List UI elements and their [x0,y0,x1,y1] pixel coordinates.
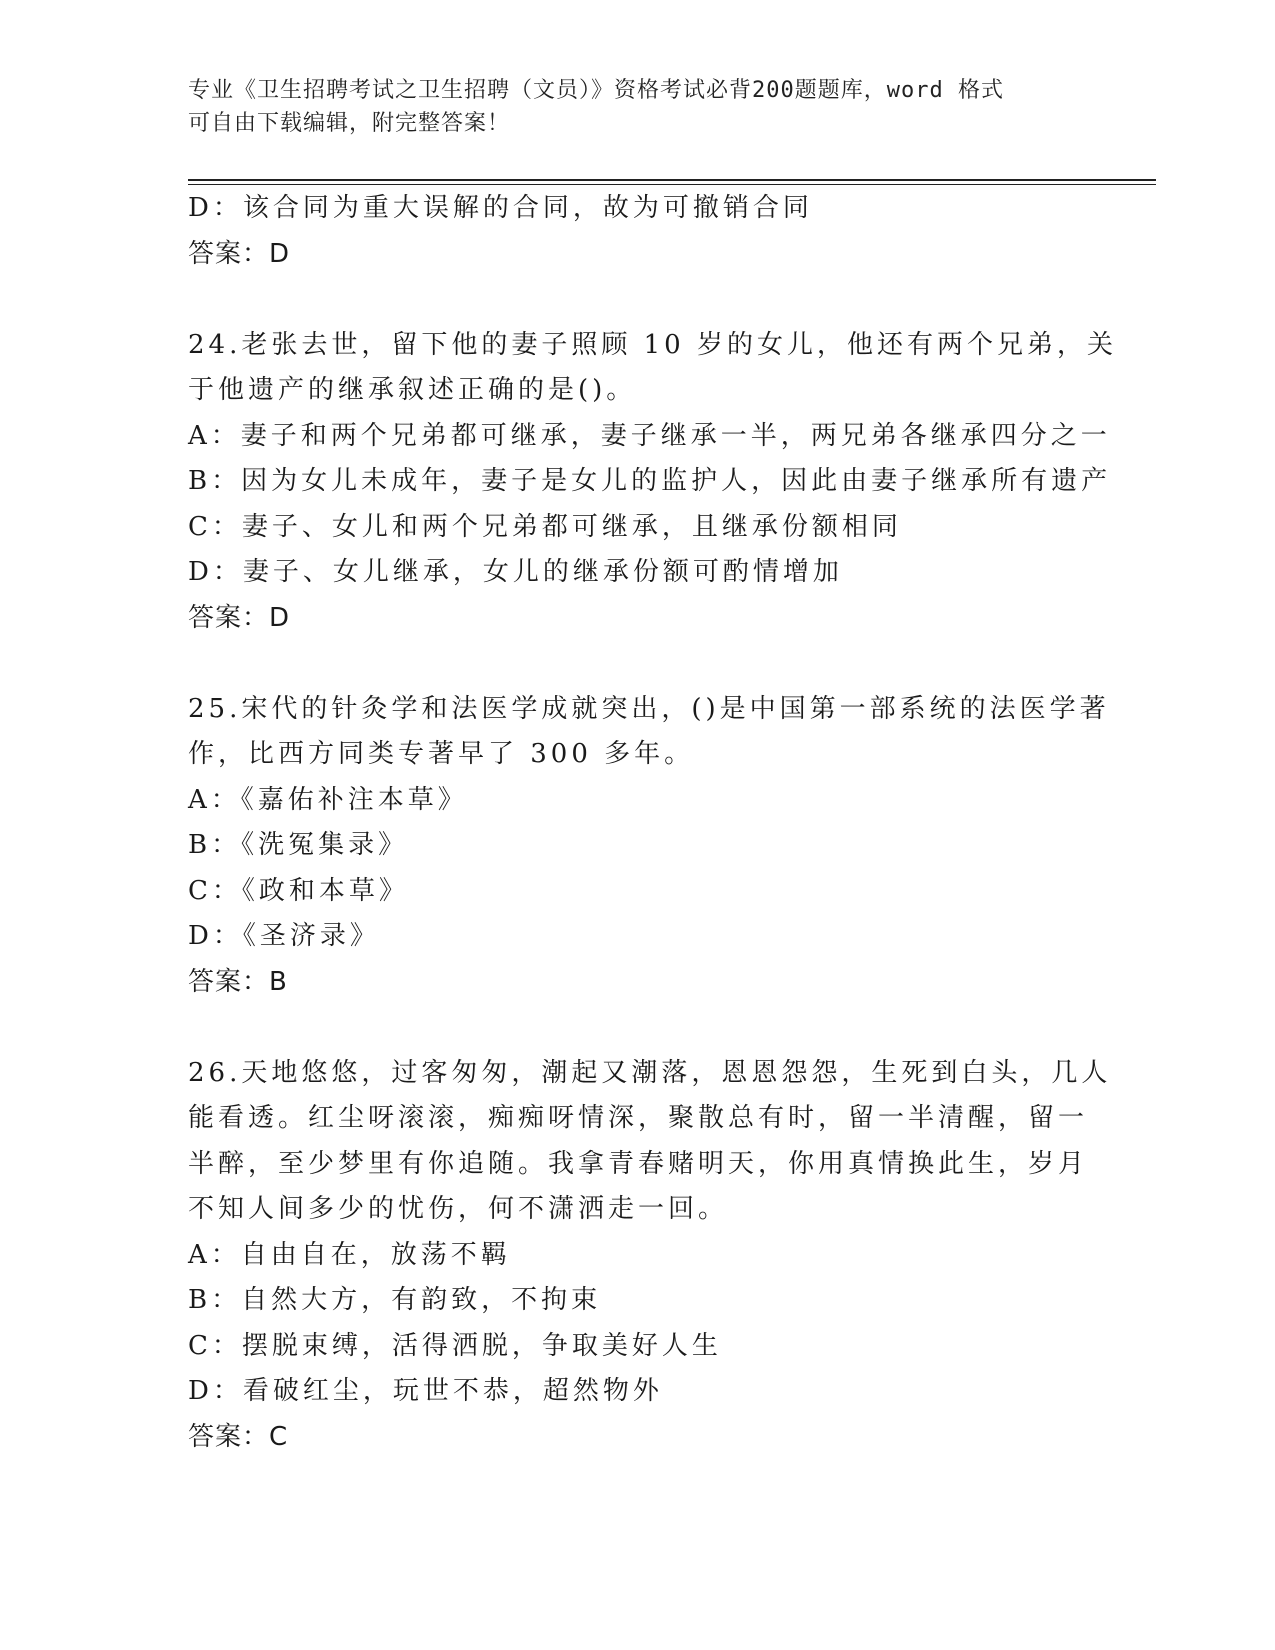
page-header [188,74,1088,140]
question-stem: 不知人间多少的忧伤，何不潇洒走一回。 [188,1194,729,1224]
question-stem: 24.老张去世，留下他的妻子照顾 10 岁的女儿，他还有两个兄弟，关 [188,329,1117,360]
answer-line: 答案：D [188,238,291,269]
spacer [188,1005,1088,1051]
option-a: A：《嘉佑补注本草》 [188,784,468,815]
option-d: D：妻子、女儿继承，女儿的继承份额可酌情增加 [188,557,843,587]
option-a: A：妻子和两个兄弟都可继承，妻子继承一半，两兄弟各继承四分之一 [188,420,1111,451]
spacer [188,641,1088,687]
option-b: B：因为女儿未成年，妻子是女儿的监护人，因此由妻子继承所有遗产 [188,466,1112,496]
option-c: C：摆脱束缚，活得洒脱，争取美好人生 [188,1330,722,1361]
option-b: B：《洗冤集录》 [188,830,409,860]
option-d: D：《圣济录》 [188,921,380,951]
answer-line: 答案：B [188,966,288,997]
option-c: C：妻子、女儿和两个兄弟都可继承，且继承份额相同 [188,511,902,542]
previous-question-tail [188,186,1088,277]
question-stem: 26.天地悠悠，过客匆匆，潮起又潮落，恩恩怨怨，生死到白头，几人 [188,1057,1112,1088]
header-line-1: 专业《卫生招聘考试之卫生招聘（文员）》资格考试必背200题题库，word 格式 [188,78,1004,103]
answer-line: 答案：C [188,1421,289,1452]
question-26 [188,1051,1112,1461]
option-c: C：《政和本草》 [188,875,409,906]
question-stem: 作，比西方同类专著早了 300 多年。 [188,739,695,769]
question-content [188,186,1117,1460]
question-stem: 25.宋代的针灸学和法医学成就突出，()是中国第一部系统的法医学著 [188,693,1110,724]
question-stem: 半醉，至少梦里有你追随。我拿青春赌明天，你用真情换此生，岁月 [188,1148,1089,1179]
option-d: D：该合同为重大误解的合同，故为可撤销合同 [188,193,813,223]
option-d: D：看破红尘，玩世不恭，超然物外 [188,1376,663,1406]
spacer [188,277,1088,323]
question-24 [188,323,1117,642]
option-a: A：自由自在，放荡不羁 [188,1239,511,1270]
header-divider [188,179,1156,185]
question-25 [188,687,1110,1006]
question-stem: 于他遗产的继承叙述正确的是()。 [188,375,637,405]
option-b: B：自然大方，有韵致，不拘束 [188,1285,602,1315]
question-stem: 能看透。红尘呀滚滚，痴痴呀情深，聚散总有时，留一半清醒，留一 [188,1103,1089,1133]
answer-line: 答案：D [188,602,291,633]
header-line-2: 可自由下载编辑，附完整答案！ [188,111,511,136]
